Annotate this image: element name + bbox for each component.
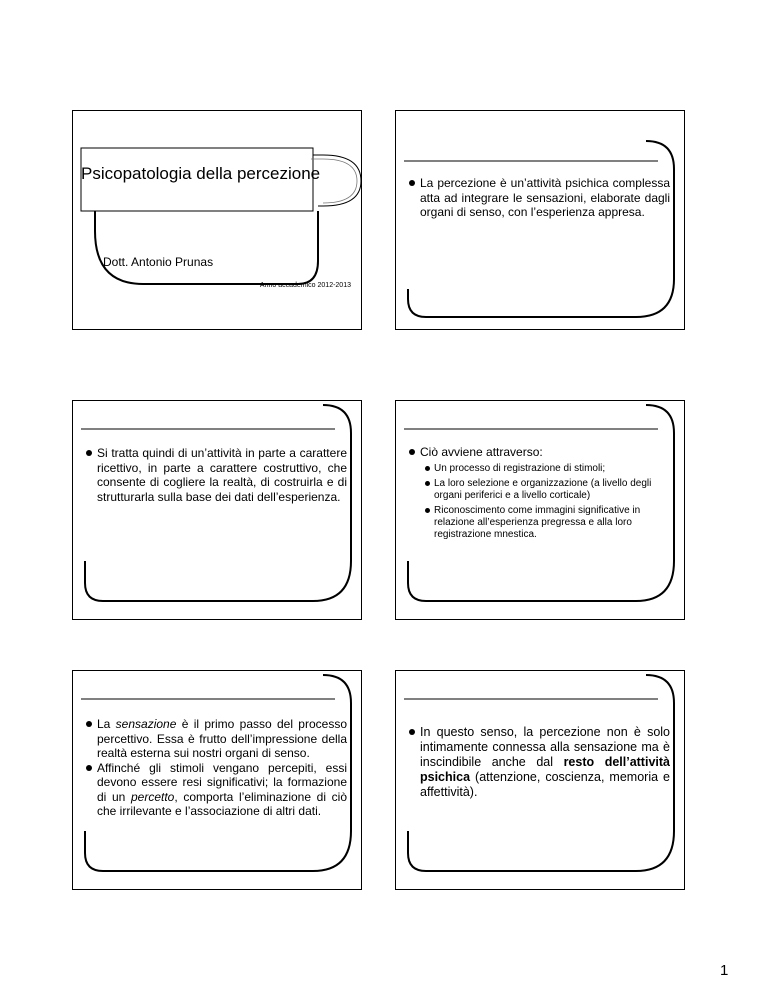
slide-3-decoration [73, 401, 363, 621]
slide-content [408, 725, 670, 800]
slide-3 [72, 400, 362, 620]
sub-bullet-item: La loro selezione e organizzazione (a livello degli organi periferici e a livello corticale) [424, 478, 670, 502]
page-number: 1 [720, 962, 729, 979]
slide-content [408, 176, 670, 220]
slide-title: Psicopatologia della percezione [81, 164, 321, 183]
slide-6 [395, 670, 685, 890]
slide-content [85, 717, 347, 819]
slide-content [85, 446, 347, 504]
slide-2 [395, 110, 685, 330]
slide-content [408, 445, 670, 544]
bullet-item: In questo senso, la percezione non è solo intimamente connessa alla sensazione ma è inscindibile anche dal resto dell’attività psichica (attenzione, coscienza, memoria e affettività). [408, 725, 670, 800]
emphasis-percetto: percetto [130, 789, 175, 804]
slide-5 [72, 670, 362, 890]
bullet-item: La percezione è un’attività psichica complessa atta ad integrare le sensazioni, elaborate dagli organi di senso, con l’esperienza appresa. [408, 176, 670, 220]
bullet-item: La sensazione è il primo passo del processo percettivo. Essa è frutto dell’impressione della realtà esterna sui nostri organi di senso. [85, 717, 347, 761]
emphasis-sensazione: sensazione [115, 717, 177, 731]
bullet-item: Si tratta quindi di un’attività in parte a carattere ricettivo, in parte a carattere costruttivo, che consente di cogliere la realtà, di costruirla e di strutturarla sulla base dei dati dell’esperienza. [85, 446, 347, 504]
bullet-item [408, 445, 670, 541]
sub-bullet-item: Riconoscimento come immagini significative in relazione all’esperienza pregressa e alla loro registrazione mnestica. [424, 505, 670, 541]
emphasis-resto: resto dell’attività psichica [420, 755, 670, 784]
slide-1-decoration [73, 111, 363, 331]
sub-bullet-item: Un processo di registrazione di stimoli; [424, 463, 670, 475]
bullet-text: Ciò avviene attraverso: [420, 445, 543, 459]
academic-year: Anno accademico 2012-2013 [259, 282, 351, 289]
slide-1 [72, 110, 362, 330]
slide-2-decoration [396, 111, 686, 331]
author-name: Dott. Antonio Prunas [103, 255, 214, 269]
slide-4 [395, 400, 685, 620]
bullet-item: Affinché gli stimoli vengano percepiti, essi devono essere resi significativi; la formazione di un percetto, comporta l’eliminazione di ciò che irrilevante e l’associazione di altri dati. [85, 761, 347, 819]
